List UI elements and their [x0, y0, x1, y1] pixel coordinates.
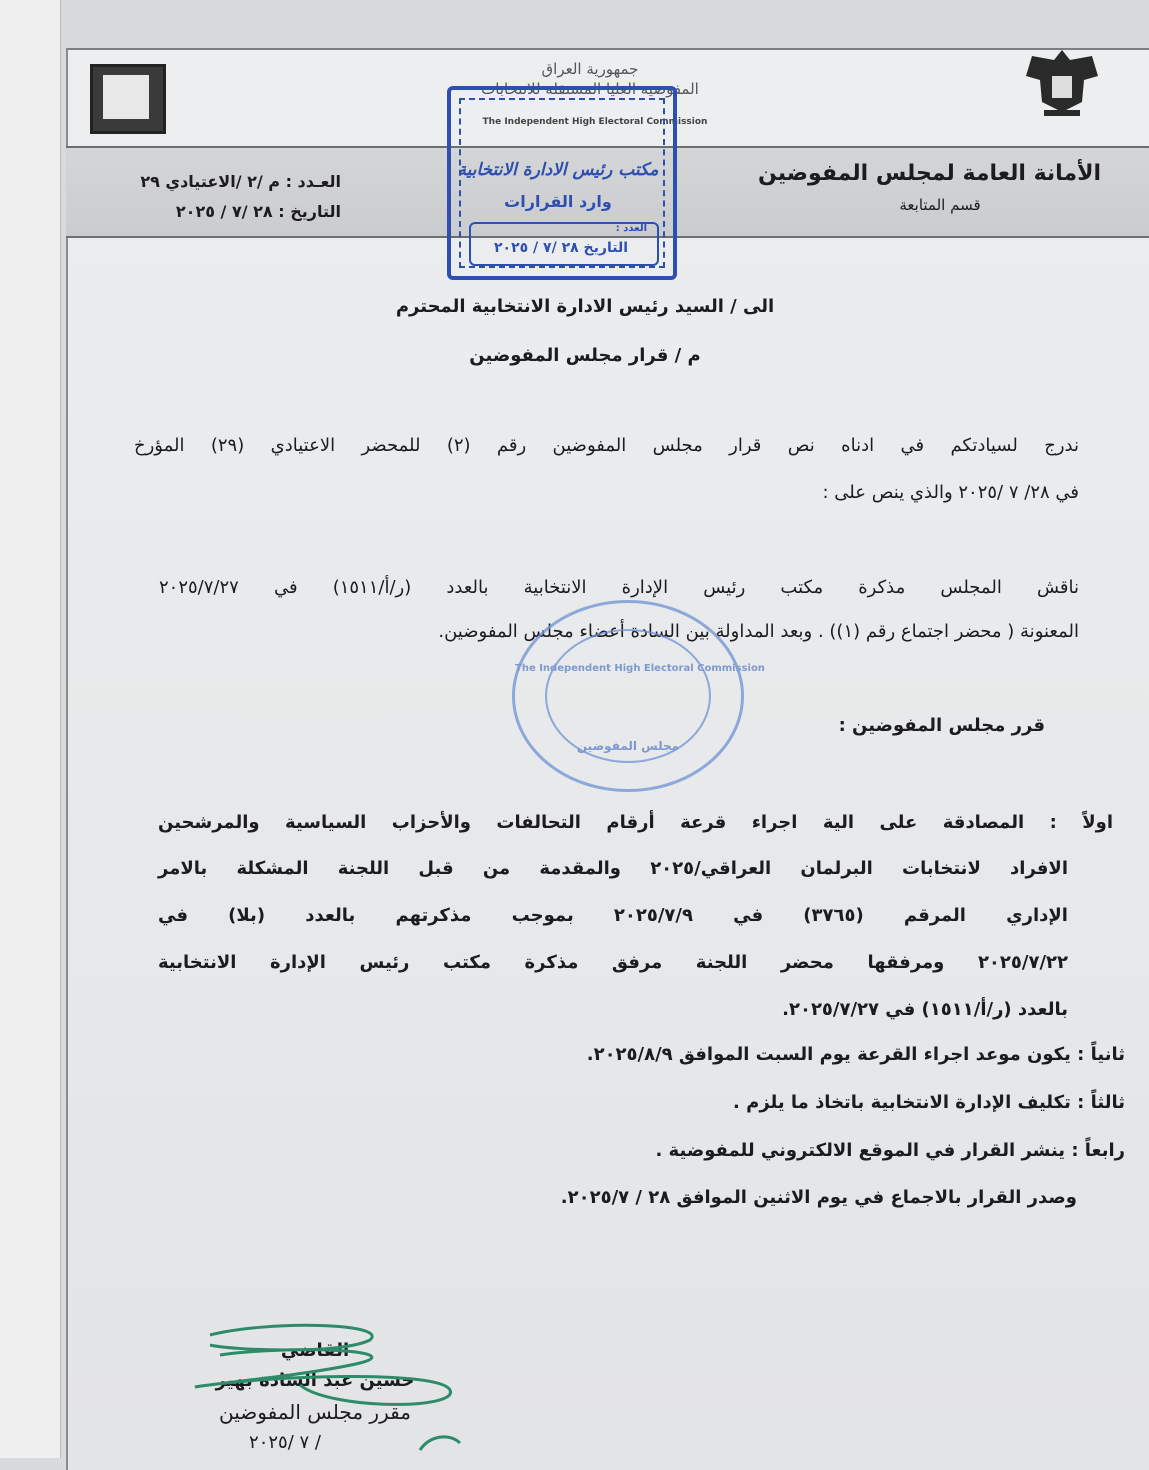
decision-first-line-1: اولاً : المصادقة على الية اجراء قرعة أرقام التحالفات والأحزاب السياسية والمرشحين [158, 812, 1113, 833]
signatory-position: مقرر مجلس المفوضين [219, 1400, 411, 1424]
stamp-label: وارد القرارات [504, 192, 612, 211]
incoming-stamp [447, 86, 677, 280]
decision-closing: وصدر القرار بالاجماع في يوم الاثنين الموافق ٢٨ / ٢٠٢٥/٧. [560, 1187, 1077, 1208]
decision-first-line-5: بالعدد (ر/أ/١٥١١) في ٢٠٢٥/٧/٢٧. [782, 999, 1068, 1020]
signatory-name: حسين عبد السادة بهير [215, 1370, 415, 1391]
iraq-eagle-emblem-icon [1022, 46, 1102, 120]
handwritten-signature [190, 1315, 480, 1458]
intro-line-1: ندرج لسيادتكم في ادناه نص قرار مجلس المفوضين رقم (٢) للمحضر الاعتيادي (٢٩) المؤرخ [134, 435, 1079, 456]
department: قسم المتابعة [899, 196, 981, 214]
reference-number: العـدد : م /٢ /الاعتيادي ٢٩ [140, 172, 341, 191]
signature-date: / ٧ /٢٠٢٥ [249, 1432, 321, 1453]
decision-third: ثالثاً : تكليف الإدارة الانتخابية باتخاذ ما يلزم . [733, 1092, 1125, 1113]
stamp-office: مكتب رئيس الادارة الانتخابية [457, 160, 659, 180]
discussion-line-2: المعنونة ( محضر اجتماع رقم (١)) . وبعد المداولة بين السادة أعضاء مجلس المفوضين. [438, 621, 1079, 642]
org-title: الأمانة العامة لمجلس المفوضين [758, 161, 1101, 186]
stamp-number-label: العدد : [615, 223, 647, 234]
decision-first-line-3: الإداري المرقم (٣٧٦٥) في ٢٠٢٥/٧/٩ بموجب مذكرتهم بالعدد (بلا) في [158, 905, 1068, 926]
decision-fourth: رابعاً : ينشر القرار في الموقع الالكتروني للمفوضية . [655, 1140, 1125, 1161]
decision-heading: قرر مجلس المفوضين : [838, 715, 1045, 736]
addressee: الى / السيد رئيس الادارة الانتخابية المحترم [395, 296, 775, 317]
discussion-line-1: ناقش المجلس مذكرة مكتب رئيس الإدارة الانتخابية بالعدد (ر/أ/١٥١١) في ٢٠٢٥/٧/٢٧ [159, 577, 1080, 598]
letterhead-commission-en: The Independent High Electoral Commission [482, 117, 708, 127]
signatory-title: القاضي [280, 1340, 350, 1361]
letterhead-commission-ar: المفوضية العليا المستقلة للانتخابات [481, 80, 699, 98]
decision-second: ثانياً : يكون موعد اجراء القرعة يوم السبت الموافق ٢٠٢٥/٨/٩. [586, 1044, 1125, 1065]
decision-first-line-4: ٢٠٢٥/٧/٢٢ ومرفقها محضر اللجنة مرفق مذكرة مكتب رئيس الإدارة الانتخابية [158, 952, 1068, 973]
intro-line-2: في ٢٨/ ٧ /٢٠٢٥ والذي ينص على : [822, 482, 1079, 503]
stamp-date: التاريخ ٢٨ /٧ / ٢٠٢٥ [493, 240, 628, 256]
decision-first-line-2: الافراد لانتخابات البرلمان العراقي/٢٠٢٥ والمقدمة من قبل اللجنة المشكلة بالامر [158, 858, 1069, 879]
commission-logo [90, 64, 166, 134]
seal-text-en: The Independent High Electoral Commission [515, 663, 765, 674]
underlying-page [0, 0, 61, 1458]
document-date: التاريخ : ٢٨ /٧ / ٢٠٢٥ [175, 202, 341, 221]
commission-round-seal [512, 600, 765, 792]
subject: م / قرار مجلس المفوضين [469, 345, 701, 366]
seal-text-inner: مجلس المفوضين [576, 739, 680, 753]
letterhead-republic: جمهورية العراق [541, 60, 639, 78]
